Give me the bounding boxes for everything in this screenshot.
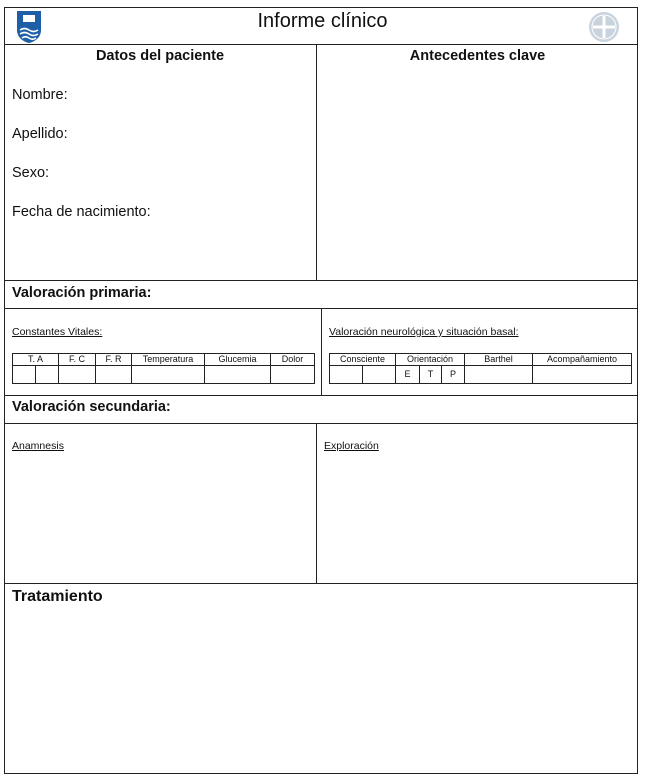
vitals-table xyxy=(12,353,315,384)
anamnesis-label: Anamnesis xyxy=(12,440,64,452)
vitals-col-fr: F. R xyxy=(96,354,132,366)
secondary-assessment-heading: Valoración secundaria: xyxy=(12,399,171,415)
vitals-col-pain: Dolor xyxy=(271,354,315,366)
divider xyxy=(4,280,638,281)
orientation-person-cell[interactable]: P xyxy=(442,366,465,384)
page-title: Informe clínico xyxy=(257,10,388,32)
vitals-cell[interactable] xyxy=(205,366,271,384)
vitals-cell[interactable] xyxy=(132,366,205,384)
neuro-cell[interactable] xyxy=(330,366,363,384)
neuro-label: Valoración neurológica y situación basal: xyxy=(329,326,519,338)
neuro-table xyxy=(329,353,632,384)
cross-seal-icon xyxy=(588,11,620,43)
birthdate-field-label: Fecha de nacimiento: xyxy=(12,204,151,220)
divider xyxy=(4,583,638,584)
orientation-time-cell[interactable]: T xyxy=(420,366,442,384)
divider xyxy=(4,395,638,396)
vitals-cell[interactable] xyxy=(271,366,315,384)
patient-heading: Datos del paciente xyxy=(95,48,225,64)
exploration-label: Exploración xyxy=(324,440,379,452)
neuro-cell[interactable] xyxy=(465,366,533,384)
vitals-label: Constantes Vitales: xyxy=(12,326,103,338)
neuro-col-companion: Acompañamiento xyxy=(533,354,632,366)
vitals-cell[interactable] xyxy=(96,366,132,384)
history-heading: Antecedentes clave xyxy=(409,48,546,64)
surname-field-label: Apellido: xyxy=(12,126,68,142)
vitals-col-ta: T. A xyxy=(13,354,59,366)
orientation-space-cell[interactable]: E xyxy=(396,366,420,384)
divider xyxy=(316,44,317,280)
vitals-col-glucose: Glucemia xyxy=(205,354,271,366)
sex-field-label: Sexo: xyxy=(12,165,50,181)
primary-assessment-heading: Valoración primaria: xyxy=(12,285,152,301)
neuro-cell[interactable] xyxy=(363,366,396,384)
divider xyxy=(316,423,317,583)
name-field-label: Nombre: xyxy=(12,87,68,103)
divider xyxy=(4,423,638,424)
vitals-col-fc: F. C xyxy=(59,354,96,366)
vitals-col-temperature: Temperatura xyxy=(132,354,205,366)
vitals-cell[interactable] xyxy=(59,366,96,384)
vitals-cell[interactable] xyxy=(36,366,59,384)
neuro-col-conscious: Consciente xyxy=(330,354,396,366)
neuro-col-orientation: Orientación xyxy=(396,354,465,366)
divider xyxy=(321,308,322,395)
treatment-heading: Tratamiento xyxy=(12,588,103,605)
divider xyxy=(4,44,638,45)
neuro-cell[interactable] xyxy=(533,366,632,384)
neuro-col-barthel: Barthel xyxy=(465,354,533,366)
vitals-cell[interactable] xyxy=(13,366,36,384)
